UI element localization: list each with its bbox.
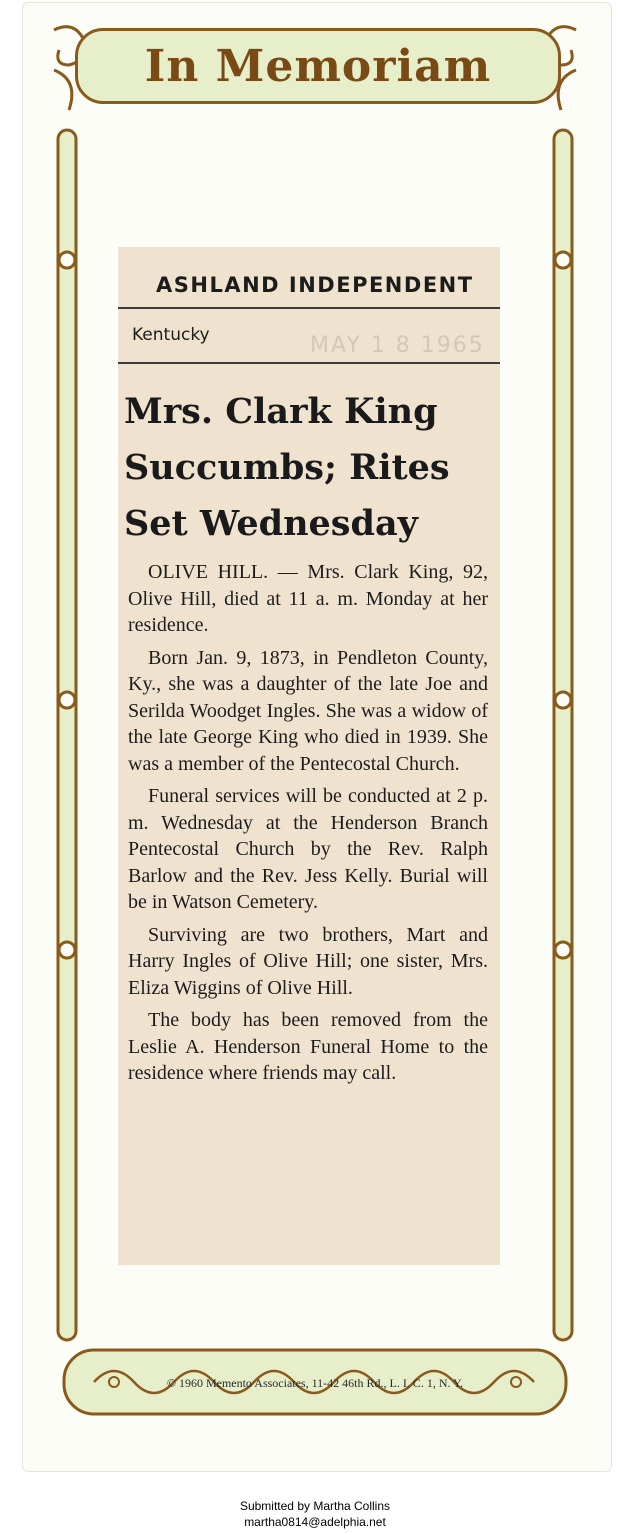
card-title: In Memoriam [144,40,492,92]
article-paragraph: OLIVE HILL. — Mrs. Clark King, 92, Olive Hill, died at 11 a. m. Monday at her residence. [128,561,488,636]
submitted-by: Submitted by Martha Collins [239,1499,391,1513]
article-paragraph: The body has been removed from the Leslie A. Henderson Funeral Home to the residence where friends may call. [128,1009,488,1084]
article-paragraph: Born Jan. 9, 1873, in Pendleton County, Ky., she was a daughter of the late Joe and Serilda Woodget Ingles. She was a widow of the late George King who died in 1939. She was a member of the Pentecostal Church. [128,646,488,775]
headline: Mrs. Clark King Succumbs; Rites Set Wednesday [124,391,450,544]
newspaper-name: ASHLAND INDEPENDENT [156,273,474,297]
article-body [128,559,488,1093]
article-paragraph: Surviving are two brothers, Mart and Harry Ingles of Olive Hill; one sister, Mrs. Eliza Wiggins of Olive Hill. [128,923,488,999]
submitter-email: martha0814@adelphia.net [244,1515,386,1529]
masthead-rule [118,362,500,364]
newspaper-clipping [118,247,500,1265]
copyright-line: © 1960 Memento Associates, 11-42 46th Rd., L. I. C. 1, N. Y. [166,1376,464,1390]
location-label: Kentucky [132,325,210,345]
memoriam-banner [75,28,561,104]
masthead [118,247,500,309]
date-stamp: MAY 1 8 1965 [310,333,485,358]
article-paragraph: Funeral services will be conducted at 2 p. m. Wednesday at the Henderson Branch Pentecostal Church by the Rev. Ralph Barlow and the Rev. Jess Kelly. Burial will be in Watson Cemetery. [128,785,488,913]
